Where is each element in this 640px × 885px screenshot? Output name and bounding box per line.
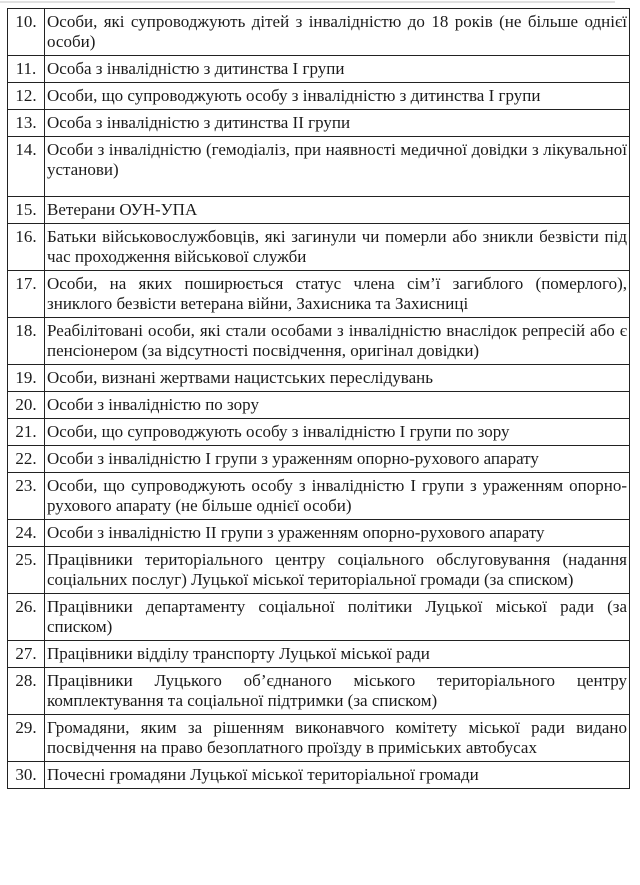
row-text: Особи, на яких поширюється статус члена сім’ї загиблого (померлого), зниклого безвісти ветерана війни, Захисника та Захисниці	[45, 271, 630, 318]
row-text: Працівники територіального центру соціального обслуговування (надання соціальних послуг) Луцької міської територіальної громади (за списком)	[45, 547, 630, 594]
table-row	[8, 520, 630, 547]
row-number: 14.	[8, 137, 45, 197]
row-number: 27.	[8, 641, 45, 668]
row-number: 30.	[8, 762, 45, 789]
table-row	[8, 473, 630, 520]
table-row	[8, 446, 630, 473]
row-text: Ветерани ОУН-УПА	[45, 197, 630, 224]
row-text: Працівники департаменту соціальної політики Луцької міської ради (за списком)	[45, 594, 630, 641]
table-row	[8, 318, 630, 365]
table-row	[8, 110, 630, 137]
row-text: Реабілітовані особи, які стали особами з інвалідністю внаслідок репресій або є пенсіонером (за відсутності посвідчення, оригінал довідки)	[45, 318, 630, 365]
row-text: Працівники відділу транспорту Луцької міської ради	[45, 641, 630, 668]
row-text: Батьки військовослужбовців, які загинули чи померли або зникли безвісти під час проходження військової служби	[45, 224, 630, 271]
row-text: Громадяни, яким за рішенням виконавчого комітету міської ради видано посвідчення на право безоплатного проїзду в приміських автобусах	[45, 715, 630, 762]
table-row	[8, 641, 630, 668]
row-number: 18.	[8, 318, 45, 365]
table-row	[8, 224, 630, 271]
row-text: Особа з інвалідністю з дитинства І групи	[45, 56, 630, 83]
table-row	[8, 56, 630, 83]
row-number: 28.	[8, 668, 45, 715]
table-row	[8, 9, 630, 56]
table-row	[8, 547, 630, 594]
row-text: Почесні громадяни Луцької міської територіальної громади	[45, 762, 630, 789]
row-number: 22.	[8, 446, 45, 473]
row-text: Особи з інвалідністю (гемодіаліз, при наявності медичної довідки з лікувальної установи)	[45, 137, 630, 197]
table-row	[8, 365, 630, 392]
row-number: 12.	[8, 83, 45, 110]
row-number: 21.	[8, 419, 45, 446]
row-number: 29.	[8, 715, 45, 762]
table-row	[8, 419, 630, 446]
row-text: Особи з інвалідністю І групи з ураженням опорно-рухового апарату	[45, 446, 630, 473]
row-text: Особи, які супроводжують дітей з інвалідністю до 18 років (не більше однієї особи)	[45, 9, 630, 56]
table-row	[8, 762, 630, 789]
beneficiary-categories-table	[7, 8, 630, 789]
row-text: Особи, що супроводжують особу з інвалідністю І групи з ураженням опорно-рухового апарату (не більше однієї особи)	[45, 473, 630, 520]
row-number: 24.	[8, 520, 45, 547]
table-row	[8, 271, 630, 318]
row-number: 16.	[8, 224, 45, 271]
row-number: 13.	[8, 110, 45, 137]
row-number: 26.	[8, 594, 45, 641]
row-number: 11.	[8, 56, 45, 83]
row-number: 20.	[8, 392, 45, 419]
table-row	[8, 594, 630, 641]
table-row	[8, 197, 630, 224]
row-text: Особи, що супроводжують особу з інвалідністю І групи по зору	[45, 419, 630, 446]
row-text: Особа з інвалідністю з дитинства ІІ групи	[45, 110, 630, 137]
table-row	[8, 137, 630, 197]
row-number: 15.	[8, 197, 45, 224]
row-number: 17.	[8, 271, 45, 318]
row-text: Особи з інвалідністю по зору	[45, 392, 630, 419]
row-text: Особи, визнані жертвами нацистських переслідувань	[45, 365, 630, 392]
table-row	[8, 392, 630, 419]
row-text: Працівники Луцького об’єднаного міського територіального центру комплектування та соціальної підтримки (за списком)	[45, 668, 630, 715]
row-number: 23.	[8, 473, 45, 520]
row-number: 25.	[8, 547, 45, 594]
row-number: 19.	[8, 365, 45, 392]
table-row	[8, 83, 630, 110]
row-text: Особи з інвалідністю ІІ групи з ураженням опорно-рухового апарату	[45, 520, 630, 547]
row-text: Особи, що супроводжують особу з інвалідністю з дитинства І групи	[45, 83, 630, 110]
table-row	[8, 668, 630, 715]
table-row	[8, 715, 630, 762]
scan-artifact-line	[0, 1, 615, 3]
row-number: 10.	[8, 9, 45, 56]
